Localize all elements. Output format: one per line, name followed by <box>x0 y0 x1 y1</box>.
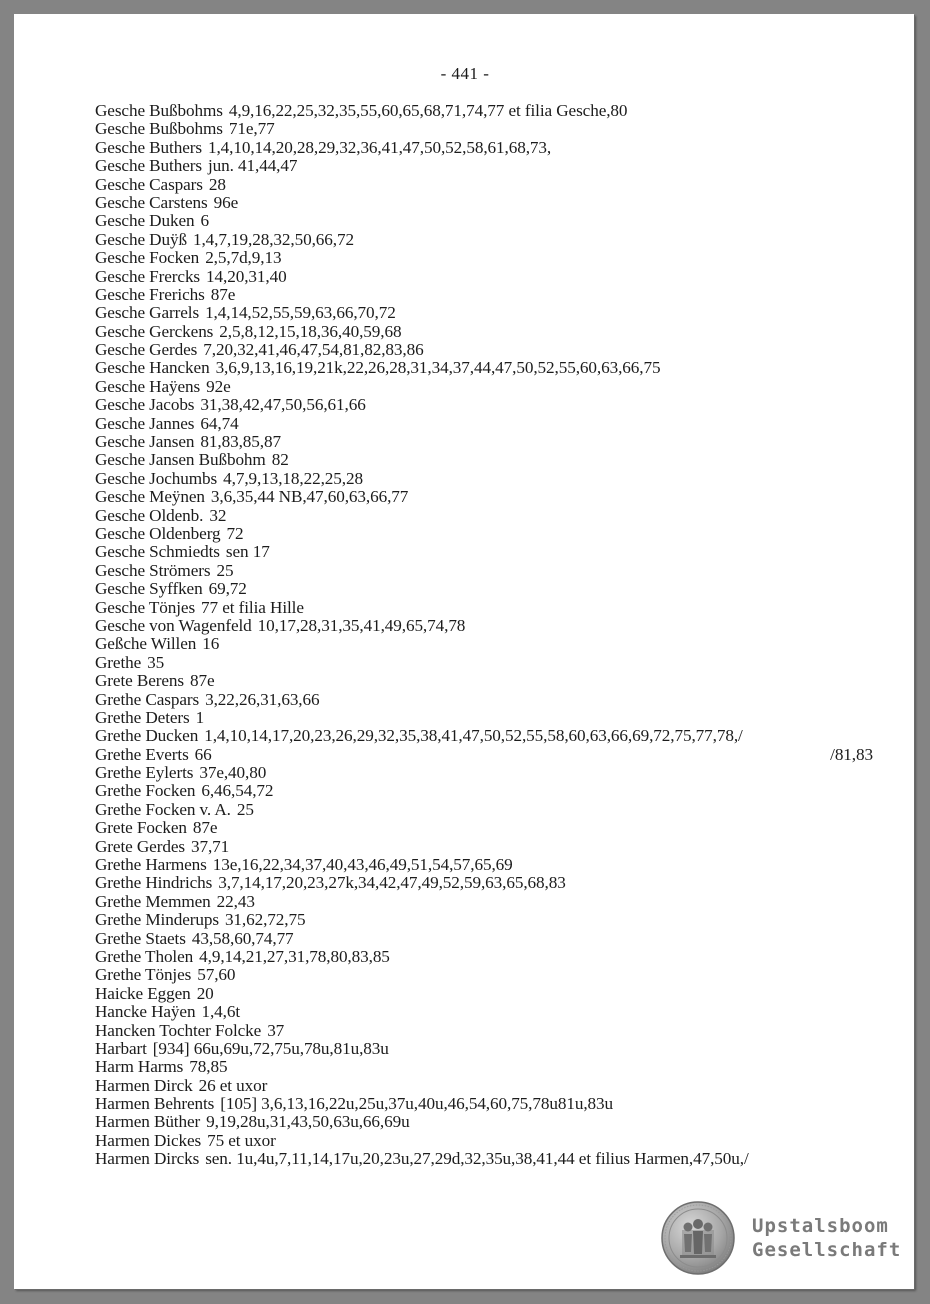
entry-references: 71e,77 <box>228 119 275 139</box>
entry-name: Gesche Syffken <box>95 579 203 599</box>
entry-name: Gesche Bußbohms <box>95 119 223 139</box>
index-entry <box>95 672 885 690</box>
index-entry <box>95 1040 885 1058</box>
index-entry <box>95 139 885 157</box>
entry-references: 1,4,10,14,20,28,29,32,36,41,47,50,52,58,61,68,73, <box>207 137 552 157</box>
index-entry <box>95 709 885 727</box>
entry-name: Grete Focken <box>95 818 187 838</box>
index-entry <box>95 304 885 322</box>
entry-name: Gesche Garrels <box>95 303 200 323</box>
entry-references: 22,43 <box>216 891 255 911</box>
index-entry <box>95 801 885 819</box>
entry-name: Grethe Memmen <box>95 891 211 911</box>
entry-references: 96e <box>213 192 239 212</box>
entry-references: 3,22,26,31,63,66 <box>205 689 320 709</box>
index-entry <box>95 1095 885 1113</box>
entry-references: 13e,16,22,34,37,40,43,46,49,51,54,57,65,69 <box>212 855 513 875</box>
entry-references: 37,71 <box>190 836 230 856</box>
index-entry <box>95 782 885 800</box>
entry-references: 14,20,31,40 <box>206 266 287 286</box>
entry-references: 2,5,7d,9,13 <box>205 248 282 268</box>
entry-references: 1 <box>195 707 205 727</box>
entry-references: 10,17,28,31,35,41,49,65,74,78 <box>257 615 466 635</box>
entry-name: Geßche Willen <box>95 634 197 654</box>
entry-name: Gesche Carstens <box>95 192 208 212</box>
entry-name: Grethe Harmens <box>95 855 207 875</box>
entry-references: 82 <box>271 450 289 470</box>
index-entry-list <box>95 102 885 1169</box>
entry-references: 64,74 <box>200 413 239 433</box>
entry-references: 3,6,9,13,16,19,21k,22,26,28,31,34,37,44,47,50,52,55,60,63,66,75 <box>215 358 661 378</box>
entry-name: Gesche Duÿß <box>95 229 187 249</box>
entry-name: Gesche Bußbohms <box>95 101 223 120</box>
index-entry <box>95 176 885 194</box>
entry-name: Gesche Oldenberg <box>95 523 221 543</box>
index-entry <box>95 286 885 304</box>
entry-name: Harmen Dircks <box>95 1149 200 1169</box>
entry-name: Gesche Jacobs <box>95 395 195 415</box>
entry-references: jun. 41,44,47 <box>207 156 298 176</box>
logo-line-2: Gesellschaft <box>752 1239 902 1261</box>
entry-name: Harmen Dickes <box>95 1130 202 1150</box>
index-entry <box>95 1077 885 1095</box>
entry-references: 6,46,54,72 <box>201 781 274 801</box>
entry-name: Gesche Oldenb. <box>95 505 204 525</box>
index-entry <box>95 874 885 892</box>
entry-references: 25 <box>216 560 234 580</box>
index-entry <box>95 966 885 984</box>
index-entry <box>95 1113 885 1131</box>
entry-references: 1,4,6t <box>201 1002 241 1022</box>
index-entry <box>95 212 885 230</box>
index-entry <box>95 451 885 469</box>
entry-name: Grethe <box>95 652 142 672</box>
entry-references: 81,83,85,87 <box>200 432 281 452</box>
entry-name: Grete Gerdes <box>95 836 185 856</box>
entry-name: Grethe Eylerts <box>95 763 194 783</box>
index-entry <box>95 194 885 212</box>
index-entry <box>95 102 885 120</box>
entry-name: Hancke Haÿen <box>95 1002 196 1022</box>
entry-name: Gesche Tönjes <box>95 597 196 617</box>
index-entry <box>95 470 885 488</box>
entry-name: Grethe Tholen <box>95 946 194 966</box>
entry-continuation: /81,83 <box>830 744 873 764</box>
index-entry <box>95 819 885 837</box>
index-entry <box>95 488 885 506</box>
entry-references: 87e <box>192 818 218 838</box>
entry-references: 69,72 <box>208 579 247 599</box>
entry-references: 75 et uxor <box>207 1130 276 1150</box>
index-entry <box>95 268 885 286</box>
entry-references: 57,60 <box>197 965 236 985</box>
logo-line-1: Upstalsboom <box>752 1215 889 1237</box>
entry-references: 31,62,72,75 <box>224 910 306 930</box>
entry-name: Harm Harms <box>95 1057 184 1077</box>
entry-references: 3,7,14,17,20,23,27k,34,42,47,49,52,59,63,65,68,83 <box>218 873 566 893</box>
index-entry <box>95 433 885 451</box>
entry-references: sen 17 <box>225 542 270 562</box>
index-entry <box>95 378 885 396</box>
index-entry <box>95 985 885 1003</box>
entry-references: 9,19,28u,31,43,50,63u,66,69u <box>206 1112 410 1132</box>
index-entry <box>95 948 885 966</box>
index-entry <box>95 930 885 948</box>
entry-references: 31,38,42,47,50,56,61,66 <box>200 395 366 415</box>
entry-name: Grethe Focken <box>95 781 196 801</box>
entry-references: 20 <box>196 983 214 1003</box>
entry-name: Gesche Gerdes <box>95 340 198 360</box>
index-entry <box>95 727 885 745</box>
entry-references: 77 et filia Hille <box>201 597 304 617</box>
seal-emblem-icon <box>660 1200 736 1276</box>
index-entry <box>95 635 885 653</box>
index-entry <box>95 911 885 929</box>
entry-name: Gesche Duken <box>95 211 195 231</box>
page-number: - 441 - <box>440 64 490 83</box>
index-entry <box>95 893 885 911</box>
index-entry <box>95 1058 885 1076</box>
entry-references: 26 et uxor <box>198 1075 268 1095</box>
entry-name: Grethe Focken v. A. <box>95 799 231 819</box>
index-entry <box>95 1150 885 1168</box>
entry-name: Gesche Frerichs <box>95 284 205 304</box>
index-entry <box>95 525 885 543</box>
entry-name: Gesche Buthers <box>95 137 202 157</box>
entry-name: Haicke Eggen <box>95 983 191 1003</box>
index-entry <box>95 1022 885 1040</box>
entry-references: 7,20,32,41,46,47,54,81,82,83,86 <box>203 340 424 360</box>
entry-references: 37 <box>267 1020 285 1040</box>
entry-references: [934] 66u,69u,72,75u,78u,81u,83u <box>152 1038 389 1058</box>
entry-references: 35 <box>147 652 165 672</box>
entry-name: Gesche Strömers <box>95 560 211 580</box>
entry-references: 78,85 <box>189 1057 228 1077</box>
entry-name: Gesche von Wagenfeld <box>95 615 252 635</box>
index-entry <box>95 1003 885 1021</box>
entry-name: Grethe Ducken <box>95 726 199 746</box>
entry-name: Gesche Jansen Bußbohm <box>95 450 266 470</box>
entry-references: 72 <box>226 523 244 543</box>
entry-references: 4,9,16,22,25,32,35,55,60,65,68,71,74,77 et filia Gesche,80 <box>228 101 628 120</box>
index-entry <box>95 599 885 617</box>
entry-references: [105] 3,6,13,16,22u,25u,37u,40u,46,54,60,75,78u81u,83u <box>220 1094 614 1114</box>
index-entry <box>95 396 885 414</box>
entry-references: 1,4,10,14,17,20,23,26,29,32,35,38,41,47,50,52,55,58,60,63,66,69,72,75,77,78,/ <box>204 726 743 746</box>
index-entry <box>95 249 885 267</box>
entry-references: 3,6,35,44 NB,47,60,63,66,77 <box>210 487 409 507</box>
entry-name: Gesche Meÿnen <box>95 487 205 507</box>
entry-name: Gesche Frercks <box>95 266 201 286</box>
index-entry <box>95 415 885 433</box>
entry-name: Grethe Hindrichs <box>95 873 213 893</box>
index-entry <box>95 323 885 341</box>
logo-wordmark <box>752 1214 901 1262</box>
entry-references: 92e <box>206 376 231 396</box>
entry-name: Gesche Buthers <box>95 156 202 176</box>
index-entry <box>95 543 885 561</box>
entry-name: Grethe Tönjes <box>95 965 192 985</box>
entry-name: Gesche Haÿens <box>95 376 201 396</box>
entry-references: 28 <box>208 174 226 194</box>
entry-references: 87e <box>190 671 215 691</box>
index-entry <box>95 120 885 138</box>
entry-name: Gesche Jannes <box>95 413 195 433</box>
entry-references: sen. 1u,4u,7,11,14,17u,20,23u,27,29d,32,35u,38,41,44 et filius Harmen,47,50u,/ <box>205 1149 749 1169</box>
index-entry <box>95 764 885 782</box>
entry-name: Hancken Tochter Folcke <box>95 1020 262 1040</box>
entry-references: 1,4,14,52,55,59,63,66,70,72 <box>205 303 396 323</box>
entry-references: 87e <box>210 284 236 304</box>
index-entry <box>95 1132 885 1150</box>
entry-name: Harmen Dirck <box>95 1075 193 1095</box>
entry-references: 43,58,60,74,77 <box>191 928 294 948</box>
index-entry <box>95 691 885 709</box>
entry-name: Gesche Schmiedts <box>95 542 220 562</box>
index-entry <box>95 231 885 249</box>
entry-name: Grete Berens <box>95 671 184 691</box>
index-entry <box>95 562 885 580</box>
entry-references: 66 <box>194 744 212 764</box>
entry-references: 25 <box>236 799 254 819</box>
index-entry <box>95 359 885 377</box>
index-entry <box>95 580 885 598</box>
entry-name: Grethe Deters <box>95 707 190 727</box>
entry-references: 2,5,8,12,15,18,36,40,59,68 <box>219 321 402 341</box>
index-entry <box>95 341 885 359</box>
index-entry <box>95 856 885 874</box>
entry-references: 16 <box>202 634 220 654</box>
entry-name: Gesche Jochumbs <box>95 468 218 488</box>
publisher-logo <box>660 1200 910 1278</box>
entry-name: Gesche Focken <box>95 248 200 268</box>
entry-name: Gesche Caspars <box>95 174 203 194</box>
index-entry <box>95 507 885 525</box>
entry-name: Grethe Minderups <box>95 910 219 930</box>
index-entry <box>95 746 885 764</box>
index-entry <box>95 654 885 672</box>
entry-name: Gesche Jansen <box>95 432 195 452</box>
index-entry <box>95 838 885 856</box>
entry-references: 37e,40,80 <box>199 763 267 783</box>
entry-references: 4,9,14,21,27,31,78,80,83,85 <box>199 946 390 966</box>
entry-name: Gesche Gerckens <box>95 321 214 341</box>
entry-name: Gesche Hancken <box>95 358 210 378</box>
entry-references: 6 <box>200 211 209 231</box>
entry-references: 32 <box>209 505 227 525</box>
index-entry <box>95 617 885 635</box>
entry-references: 1,4,7,19,28,32,50,66,72 <box>192 229 354 249</box>
index-entry <box>95 157 885 175</box>
entry-name: Grethe Staets <box>95 928 186 948</box>
entry-name: Harmen Behrents <box>95 1094 215 1114</box>
entry-name: Grethe Caspars <box>95 689 200 709</box>
entry-references: 4,7,9,13,18,22,25,28 <box>223 468 363 488</box>
entry-name: Harmen Büther <box>95 1112 201 1132</box>
entry-name: Harbart <box>95 1038 147 1058</box>
entry-name: Grethe Everts <box>95 744 189 764</box>
